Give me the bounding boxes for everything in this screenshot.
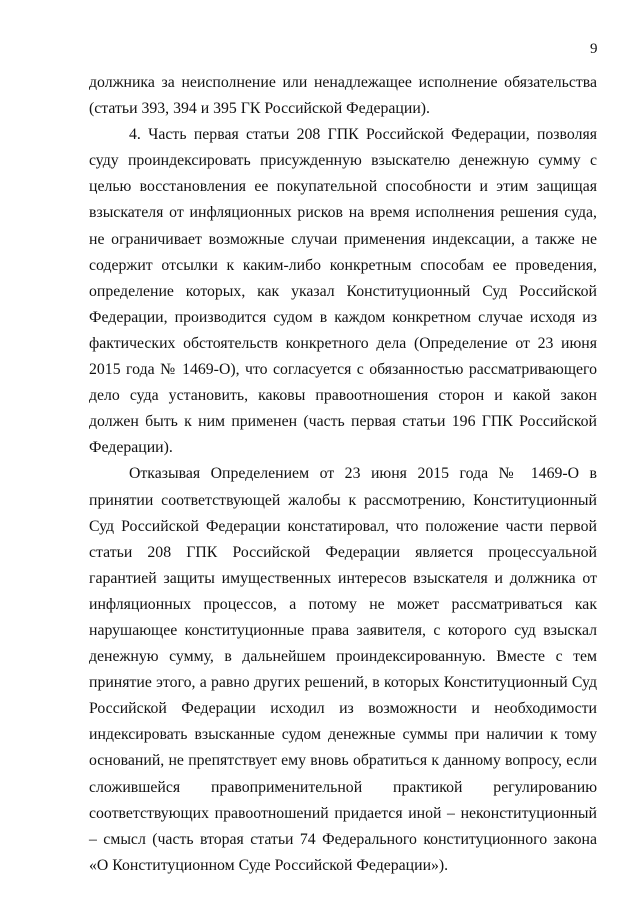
paragraph-item-4: 4. Часть первая статьи 208 ГПК Российской Федерации, позволяя суду проиндексировать присужденную взыскателю денежную сумму с целью восстановления ее покупательной способности и этим защищая взыскателя от инфляционных рисков на время исполнения решения суда, не ограничивает возможные случаи применения индексации, а также не содержит отсылки к каким-либо конкретным способам ее проведения, определение которых, как указал Конституционный Суд Российской Федерации, производится судом в каждом конкретном случае исходя из фактических обстоятельств конкретного дела (Определение от 23 июня 2015 года № 1469-О), что согласуется с обязанностью рассматривающего дело суда установить, каковы правоотношения сторон и какой закон должен быть к ним применен (часть первая статьи 196 ГПК Российской Федерации).: [89, 126, 597, 457]
paragraph-refusal-ruling: Отказывая Определением от 23 июня 2015 года № 1469-О в принятии соответствующей жалобы к рассмотрению, Конституционный Суд Российской Федерации констатировал, что положение части первой статьи 208 ГПК Российской Федерации является процессуальной гарантией защиты имущественных интересов взыскателя и должника от инфляционных процессов, а потому не может рассматриваться как нарушающее конституционные права заявителя, с которого суд взыскал денежную сумму, в дальнейшем проиндексированную. Вместе с тем принятие этого, а равно других решений, в которых Конституционный Суд Российской Федерации исходил из возможности и необходимости индексировать взысканные судом денежные суммы при наличии к тому оснований, не препятствует ему вновь обратиться к данному вопросу, если сложившейся правоприменительной практикой регулированию соответствующих правоотношений придается иной – неконституционный – смысл (часть вторая статьи 74 Федерального конституционного закона «О Конституционном Суде Российской Федерации»).: [89, 465, 597, 874]
paragraph-continuation: должника за неисполнение или ненадлежащее исполнение обязательства (статьи 393, 394 и 395 ГК Российской Федерации).: [89, 74, 597, 118]
document-body: [89, 70, 597, 879]
page-number: 9: [590, 41, 598, 57]
